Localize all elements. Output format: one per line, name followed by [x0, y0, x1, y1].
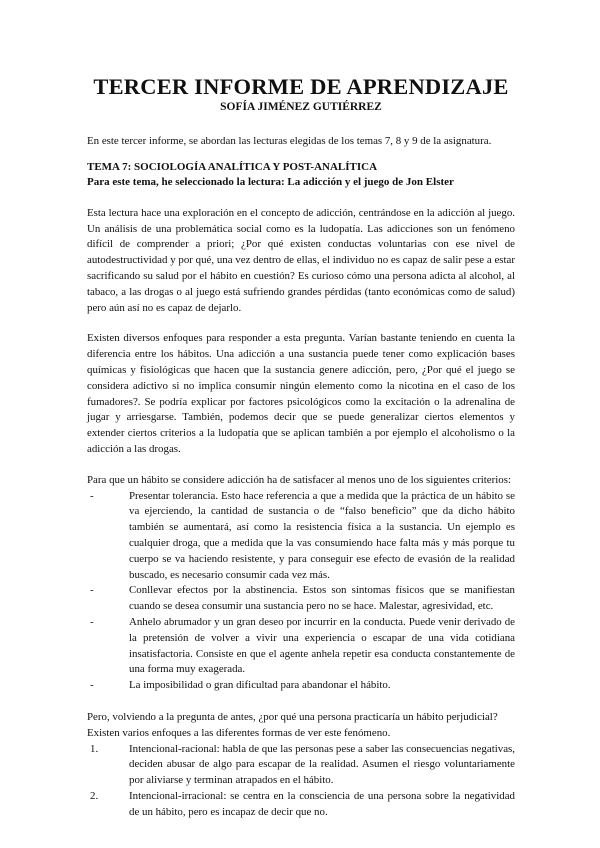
- foci-intro: Existen varios enfoques a las diferentes formas de ver este fenómeno.: [87, 726, 391, 739]
- criteria-intro: Para que un hábito se considere adicción ha de satisfacer al menos uno de los siguientes criterios:: [87, 473, 511, 486]
- intro-paragraph: En este tercer informe, se abordan las lecturas elegidas de los temas 7, 8 y 9 de la asignatura.: [87, 135, 492, 147]
- document-title: TERCER INFORME DE APRENDIZAJE: [93, 74, 509, 99]
- list-item: [87, 615, 515, 678]
- list-item: [87, 789, 515, 821]
- list-item: [87, 583, 515, 615]
- criterion-text: Conllevar efectos por la abstinencia. Estos son síntomas físicos que se manifiestan cuando se desea consumir una sustancia pero no se hace. Malestar, agresividad, etc.: [129, 584, 515, 613]
- focus-text: Intencional-irracional: se centra en la consciencia de una persona sobre la negatividad de un hábito, pero es incapaz de decir que no.: [129, 789, 515, 818]
- criterion-text: La imposibilidad o gran dificultad para abandonar el hábito.: [129, 679, 391, 692]
- criterion-text: Presentar tolerancia. Esto hace referencia a que a medida que la práctica de un hábito se va ejerciendo, la cantidad de sustancia o de “falso beneficio” que da dicho hábito también se aumentará, así como la resistencia física a la sustancia. Un ejemplo es cualquier droga, que a medida que la vas consumiendo hace falta más y más porque tu cuerpo se va haciendo resistente, y para conseguir ese efecto de evasión de la realidad buscado, es necesario consumir cada vez más.: [129, 489, 515, 581]
- topic-heading: TEMA 7: SOCIOLOGÍA ANALÍTICA Y POST-ANALÍTICA: [87, 160, 378, 173]
- list-item: [87, 678, 515, 694]
- list-number: 2.: [90, 789, 99, 802]
- criterion-text: Anhelo abrumador y un gran deseo por incurrir en la conducta. Puede venir derivado de la pretensión de volver a vivir una experiencia o escapar de una vida cotidiana insatisfactoria. Consiste en que el agente anhela repetir esa conducta constantemente de una forma muy exagerada.: [129, 615, 515, 676]
- foci-list: [87, 742, 515, 821]
- criteria-list: [87, 489, 515, 694]
- dash-bullet: -: [90, 679, 94, 692]
- dash-bullet: -: [90, 584, 94, 597]
- list-item: [87, 489, 515, 584]
- list-item: [87, 742, 515, 789]
- author-name: SOFÍA JIMÉNEZ GUTIÉRREZ: [220, 101, 382, 113]
- focus-text: Intencional-racional: habla de que las personas pese a saber las consecuencias negativas, deciden abusar de algo para escapar de la realidad. Asumen el riesgo voluntariamente por aliviarse y terminan atrapados en el hábito.: [129, 742, 515, 787]
- question-line: Pero, volviendo a la pregunta de antes, ¿por qué una persona practicaría un hábito perjudicial?: [87, 710, 498, 723]
- body-paragraph: Esta lectura hace una exploración en el concepto de adicción, centrándose en la adicción al juego. Un análisis de una problemática social como es la ludopatía. Las adicciones son un fenómeno difícil de comprender a priori; ¿Por qué existen conductas voluntarias con ese nivel de autodestructividad y por qué, una vez dentro de ellas, el individuo no es capaz de salir pese a estar sacrificando su salud por el hábito en cuestión? Es curioso cómo una persona adicta al alcohol, al tabaco, a las drogas o al juego está sufriendo grandes pérdidas (tanto económicas como de salud) pero aún así no es capaz de dejarlo.: [87, 206, 515, 314]
- dash-bullet: -: [90, 615, 94, 628]
- list-number: 1.: [90, 742, 99, 755]
- dash-bullet: -: [90, 489, 94, 502]
- body-paragraph: Existen diversos enfoques para responder a esta pregunta. Varían bastante teniendo en cuenta la diferencia entre los hábitos. Una adicción a una sustancia puede tener como explicación bases químicas y fisiológicas que hacen que la sustancia genere adicción, pero, ¿Por qué el juego se considera adictivo si no implica consumir ningún elemento como la nicotina en el caso de los fumadores?. Se podría explicar por factores psicológicos como la excitación o la adrenalina de jugar y arriesgarse. También, podemos decir que se puede generalizar ciertos elementos y extender ciertos criterios a la ludopatía que se aplican también a por ejemplo el alcoholismo o la adicción a las drogas.: [87, 332, 515, 455]
- reading-selection: Para este tema, he seleccionado la lectura: La adicción y el juego de Jon Elster: [87, 176, 454, 189]
